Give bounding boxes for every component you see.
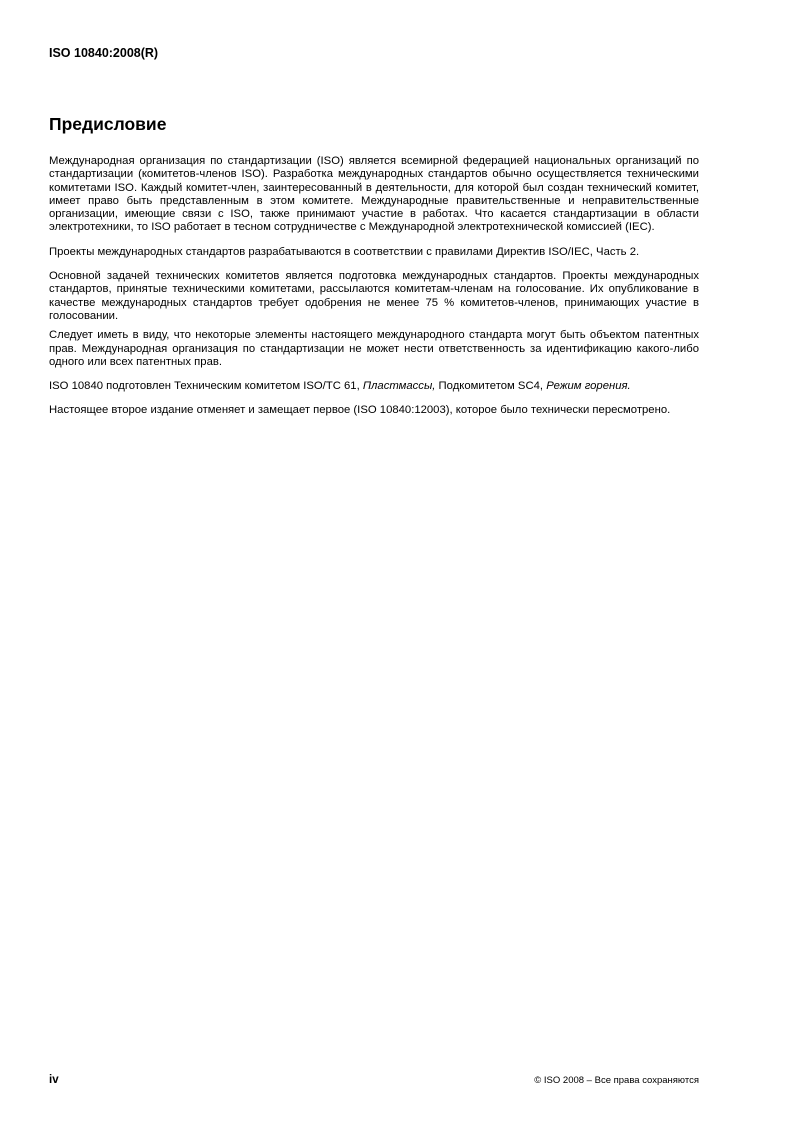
- subcommittee-name: Режим горения.: [546, 380, 631, 393]
- copyright-notice: © ISO 2008 – Все права сохраняются: [534, 1075, 699, 1086]
- paragraph-patent-rights: Следует иметь в виду, что некоторые элементы настоящего международного стандарта могут быть объектом патентных прав. Международная организация по стандартизации не может нести ответственность за идентификацию какого-либо одного или всех патентных прав.: [49, 329, 699, 368]
- paragraph-prepared-by: [49, 380, 699, 393]
- page-number: iv: [49, 1074, 59, 1086]
- page-title: Предисловие: [49, 114, 167, 134]
- document-id-header: ISO 10840:2008(R): [49, 46, 159, 60]
- paragraph-directives: Проекты международных стандартов разрабатываются в соответствии с правилами Директив ISO/IEC, Часть 2.: [49, 245, 640, 258]
- prepared-by-text-1: ISO 10840 подготовлен Техническим комитетом ISO/TC 61,: [49, 380, 363, 393]
- foreword-body: [49, 155, 699, 429]
- committee-name: Пластмассы,: [362, 380, 436, 393]
- paragraph-edition: Настоящее второе издание отменяет и замещает первое (ISO 10840:12003), которое было технически пересмотрено.: [49, 404, 671, 417]
- paragraph-main-task: Основной задачей технических комитетов является подготовка международных стандартов. Проекты международных стандартов, принятые техническими комитетами, рассылаются комитетам-членам на голосование. Их опубликование в качестве международных стандартов требует одобрения не менее 75 % комитетов-членов, принимающих участие в голосовании.: [49, 270, 699, 322]
- paragraph-iso-organization: Международная организация по стандартизации (ISO) является всемирной федерацией национальных организаций по стандартизации (комитетов-членов ISO). Разработка международных стандартов обычно осуществляется техническими комитетами ISO. Каждый комитет-член, заинтересованный в деятельности, для которой был создан технический комитет, имеет право быть представленным в этом комитете. Международные правительственные и неправительственные организации, имеющие связи с ISO, также принимают участие в работах. Что касается стандартизации в области электротехники, то ISO работает в тесном сотрудничестве с Международной электротехнической комиссией (IEC).: [49, 155, 699, 234]
- prepared-by-text-2: Подкомитетом SC4,: [435, 380, 547, 393]
